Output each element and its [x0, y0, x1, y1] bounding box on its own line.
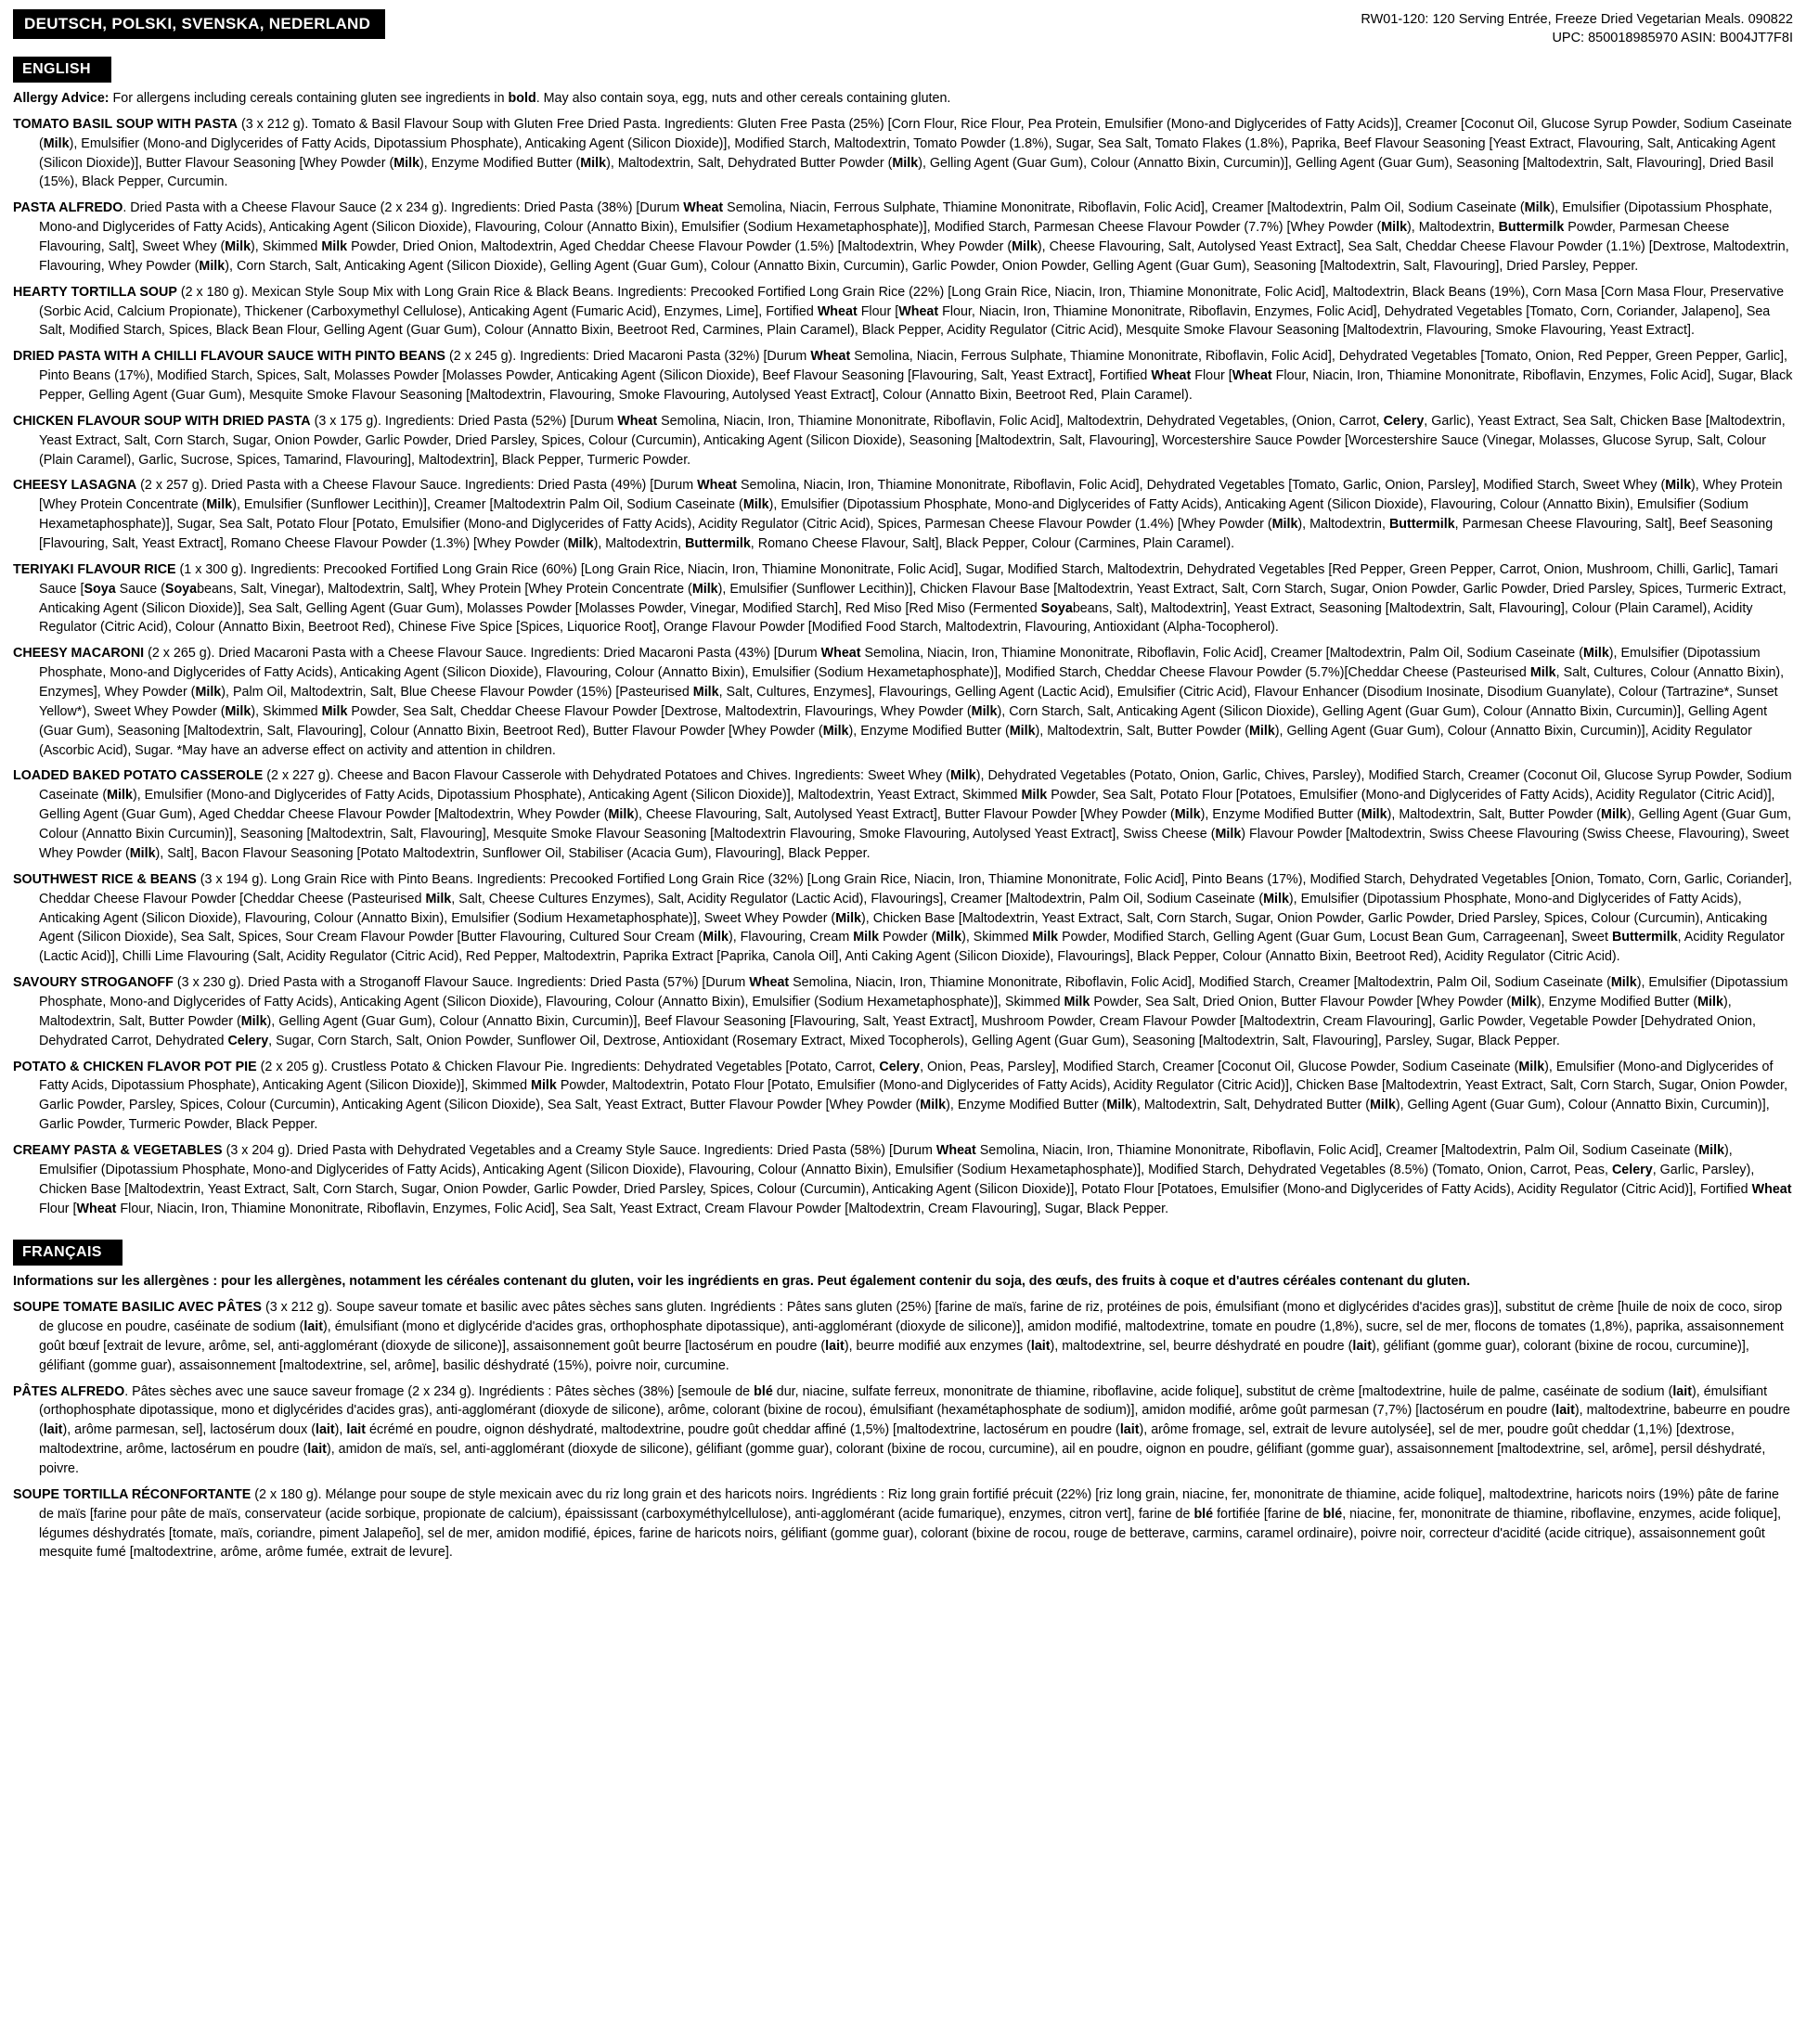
ingredient-entry-name: HEARTY TORTILLA SOUP — [13, 284, 177, 300]
ingredient-entry-body: (2 x 180 g). Mélange pour soupe de style mexicain avec du riz long grain et des haricots noirs. Ingrédients : Riz long grain fortifié précuit (22%) [riz long grain, niacine, fer, mononitrate de thiamine, acide folique], maltodextrine, haricots noirs (19%) pâte de farine de maïs [farine pour pâte de maïs, conservateur (acide sorbique, propionate de calcium), épaississant (carboxyméthylcellulose), anti-agglomérant (acide fumarique), enzymes, citron vert], farine de blé fortifiée [farine de blé, niacine, fer, mononitrate de thiamine, riboflavine, enzymes, acide folique], légumes déshydratés [tomate, maïs, coriandre, piment Jalapeño], sel de mer, amidon modifié, épices, farine de haricots noirs, gélifiant (gomme guar), colorant (bixine de rocou, rouge de betterave, carmins, caramel ordinaire), poivre noir, correcteur d'acidité (acide citrique), assaisonnement goût mesquite fumé [maltodextrine, arôme, arôme fumée, extrait de levure]. — [39, 1486, 1782, 1561]
ingredient-entry-name: PASTA ALFREDO — [13, 200, 123, 216]
ingredient-entry-body: (3 x 230 g). Dried Pasta with a Stroganoff Flavour Sauce. Ingredients: Dried Pasta (57%) [Durum Wheat Semolina, Niacin, Iron, Thiamine Mononitrate, Riboflavin, Folic Acid], Modified Starch, Creamer [Maltodextrin, Palm Oil, Sodium Caseinate (Milk), Emulsifier (Dipotassium Phosphate, Mono-and Diglycerides of Fatty Acids), Anticaking Agent (Silicon Dioxide), Flavouring, Colour (Annatto Bixin), Emulsifier (Sodium Hexametaphosphate)], Skimmed Milk Powder, Sea Salt, Dried Onion, Butter Flavour Powder [Whey Powder (Milk), Enzyme Modified Butter (Milk), Maltodextrin, Salt, Butter Powder (Milk), Gelling Agent (Guar Gum), Colour (Annatto Bixin, Curcumin)], Beef Flavour Seasoning [Flavouring, Salt, Yeast Extract], Mushroom Powder, Cream Flavour Powder [Maltodextrin, Cream Flavouring], Garlic Powder, Vegetable Powder [Dehydrated Onion, Dehydrated Carrot, Dehydrated Celery, Sugar, Corn Starch, Salt, Onion Powder, Sunflower Oil, Dextrose, Antioxidant (Rosemary Extract, Mixed Tocopherols), Gelling Agent (Guar Gum), Seasoning [Maltodextrin, Salt, Flavouring], Parsley, Sugar, Black Pepper. — [39, 975, 1788, 1048]
francais-section-banner: FRANÇAIS — [13, 1240, 123, 1266]
ingredient-entry — [13, 476, 1793, 553]
ingredient-entry-name: SOUPE TOMATE BASILIC AVEC PÂTES — [13, 1300, 262, 1316]
ingredient-entry — [13, 199, 1793, 276]
ingredient-entry-body: (2 x 205 g). Crustless Potato & Chicken Flavour Pie. Ingredients: Dehydrated Vegetables [Potato, Carrot, Celery, Onion, Peas, Parsley], Modified Starch, Creamer [Coconut Oil, Glucose Powder, Sodium Caseinate (Milk), Emulsifier (Mono-and Diglycerides of Fatty Acids, Dipotassium Phosphate), Anticaking Agent (Silicon Dioxide)], Skimmed Milk Powder, Maltodextrin, Potato Flour [Potato, Emulsifier (Mono-and Diglycerides of Fatty Acids), Acidity Regulator (Citric Acid)], Chicken Base [Maltodextrin, Yeast Extract, Salt, Corn Starch, Sugar, Onion Powder, Garlic Powder, Parsley, Spices, Colour (Curcumin), Anticaking Agent (Silicon Dioxide), Sea Salt, Yeast Extract, Butter Flavour Powder [Whey Powder (Milk), Enzyme Modified Butter (Milk), Maltodextrin, Salt, Dehydrated Butter (Milk), Gelling Agent (Guar Gum), Colour (Annatto Bixin, Curcumin)], Garlic Powder, Turmeric Powder, Black Pepper. — [39, 1059, 1788, 1133]
francais-block — [13, 1272, 1793, 1562]
ingredient-entry-body: (2 x 180 g). Mexican Style Soup Mix with Long Grain Rice & Black Beans. Ingredients: Precooked Fortified Long Grain Rice (22%) [Long Grain Rice, Niacin, Iron, Thiamine Mononitrate, Folic Acid], Maltodextrin, Black Beans (19%), Corn Masa [Corn Masa Flour, Preservative (Sorbic Acid, Calcium Propionate), Thickener (Carboxymethyl Cellulose), Anticaking Agent (Fumaric Acid), Enzymes, Lime], Fortified Wheat Flour [Wheat Flour, Niacin, Iron, Thiamine Mononitrate, Riboflavin, Enzymes, Folic Acid], Dehydrated Vegetables [Tomato, Corn, Coriander, Jalapeno], Sea Salt, Modified Starch, Spices, Black Bean Flour, Gelling Agent (Guar Gum), Colour (Annatto Bixin, Beetroot Red, Carmines, Plain Caramel), Black Pepper, Acidity Regulator (Citric Acid), Mesquite Smoke Flavour Seasoning [Maltodextrin, Flavouring, Smoke Flavouring, Yeast Extract]. — [39, 284, 1785, 339]
ingredient-entry-body: . Dried Pasta with a Cheese Flavour Sauce (2 x 234 g). Ingredients: Dried Pasta (38%) [Durum Wheat Semolina, Niacin, Ferrous Sulphate, Thiamine Mononitrate, Riboflavin, Folic Acid], Creamer [Maltodextrin, Palm Oil, Sodium Caseinate (Milk), Emulsifier (Dipotassium Phosphate, Mono-and Diglycerides of Fatty Acids), Anticaking Agent (Silicon Dioxide), Flavouring, Colour (Annatto Bixin), Emulsifier (Sodium Hexametaphosphate)], Modified Starch, Parmesan Cheese Flavour Powder (7.7%) [Whey Powder (Milk), Maltodextrin, Buttermilk Powder, Parmesan Cheese Flavouring, Salt], Sweet Whey (Milk), Skimmed Milk Powder, Dried Onion, Maltodextrin, Aged Cheddar Cheese Flavour Powder (1.5%) [Maltodextrin, Whey Powder (Milk), Cheese Flavouring, Salt, Autolysed Yeast Extract], Sea Salt, Cheddar Cheese Flavour Powder (1.1%) [Dextrose, Maltodextrin, Flavouring, Whey Powder (Milk), Corn Starch, Salt, Anticaking Agent (Silicon Dioxide), Gelling Agent (Guar Gum), Colour (Annatto Bixin, Curcumin), Garlic Powder, Onion Powder, Gelling Agent (Guar Gum), Seasoning [Maltodextrin, Salt, Flavouring], Dried Parsley, Pepper. — [39, 200, 1789, 274]
ingredient-entry — [13, 347, 1793, 405]
ingredient-entry-name: PÂTES ALFREDO — [13, 1383, 125, 1399]
francais-allergy-text: Informations sur les allergènes : pour les allergènes, notamment les céréales contenant du gluten, voir les ingrédients en gras. Peut également contenir du soja, des œufs, des fruits à coque et d'autres céréales contenant du gluten. — [13, 1274, 1471, 1290]
english-allergy-advice — [13, 89, 1793, 109]
ingredient-entry-name: CHICKEN FLAVOUR SOUP WITH DRIED PASTA — [13, 413, 311, 429]
allergy-advice-text-2: . May also contain soya, egg, nuts and other cereals containing gluten. — [535, 91, 951, 107]
allergy-advice-label: Allergy Advice: — [13, 91, 110, 107]
ingredient-entry-name: POTATO & CHICKEN FLAVOR POT PIE — [13, 1059, 257, 1074]
ingredient-entry-body: . Pâtes sèches avec une sauce saveur fromage (2 x 234 g). Ingrédients : Pâtes sèches (38%) [semoule de blé dur, niacine, sulfate ferreux, mononitrate de thiamine, riboflavine, acide folique], substitut de crème [maltodextrine, huile de palme, caséinate de sodium (lait), émulsifiant (orthophosphate dipotassique, mono et diglycérides d'acides gras), anti-agglomérant (dioxyde de silicone), arôme, colorant (bixine de rocou), émulsifiant (hexamétaphosphate de sodium)], amidon modifié, arôme goût parmesan (7,7%) [lactosérum en poudre (lait), maltodextrine, babeurre en poudre (lait), arôme parmesan, sel], lactosérum doux (lait), lait écrémé en poudre, oignon déshydraté, maltodextrine, poudre goût cheddar affiné (1,5%) [maltodextrine, lactosérum en poudre (lait), arôme fromage, sel, extrait de levure autolysée], sel de mer, poudre goût cheddar (1,1%) [dextrose, maltodextrine, arôme, lactosérum en poudre (lait), amidon de maïs, sel, anti-agglomérant (dioxyde de silicone), gélifiant (gomme guar), colorant (bixine de rocou, curcumine), ail en poudre, oignon en poudre, gélifiant (gomme guar), assaisonnement [maltodextrine, sel, arôme], persil déshydraté, poivre. — [39, 1383, 1790, 1476]
ingredient-entry — [13, 1141, 1793, 1218]
ingredient-entry-body: (3 x 175 g). Ingredients: Dried Pasta (52%) [Durum Wheat Semolina, Niacin, Iron, Thiamine Mononitrate, Riboflavin, Folic Acid], Maltodextrin, Dehydrated Vegetables, (Onion, Carrot, Celery, Garlic), Yeast Extract, Sea Salt, Chicken Base [Maltodextrin, Yeast Extract, Salt, Corn Starch, Sugar, Onion Powder, Garlic Powder, Dried Parsley, Spices, Colour (Curcumin), Anticaking Agent (Silicon Dioxide), Seasoning [Maltodextrin, Salt, Flavouring], Worcestershire Sauce Powder [Worcestershire Sauce (Vinegar, Molasses, Glucose Syrup, Salt, Colour (Plain Caramel), Garlic, Sucrose, Spices, Tamarind, Flavouring], Maltodextrin], Black Pepper, Turmeric Powder. — [39, 413, 1786, 468]
upc-asin-line: UPC: 850018985970 ASIN: B004JT7F8I — [1552, 30, 1793, 45]
ingredient-entry — [13, 766, 1793, 863]
ingredient-entry-body: (2 x 227 g). Cheese and Bacon Flavour Casserole with Dehydrated Potatoes and Chives. Ingredients: Sweet Whey (Milk), Dehydrated Vegetables (Potato, Onion, Garlic, Chives, Parsley), Modified Starch, Creamer (Coconut Oil, Glucose Syrup Powder, Sodium Caseinate (Milk), Emulsifier (Mono-and Diglycerides of Fatty Acids, Dipotassium Phosphate), Anticaking Agent (Silicon Dioxide)], Maltodextrin, Yeast Extract, Skimmed Milk Powder, Sea Salt, Potato Flour [Potatoes, Emulsifier (Mono-and Diglycerides of Fatty Acids), Acidity Regulator (Citric Acid)], Gelling Agent (Guar Gum), Aged Cheddar Cheese Flavour Powder [Maltodextrin, Whey Powder (Milk), Cheese Flavouring, Salt, Autolysed Yeast Extract], Butter Flavour Powder [Whey Powder (Milk), Enzyme Modified Butter (Milk), Maltodextrin, Salt, Butter Powder (Milk), Gelling Agent (Guar Gum, Colour (Annatto Bixin Curcumin)], Seasoning [Maltodextrin, Salt, Flavouring], Mesquite Smoke Flavour Seasoning [Maltodextrin Flavouring, Smoke Flavouring, Autolysed Yeast Extract], Swiss Cheese (Milk) Flavour Powder [Maltodextrin, Swiss Cheese Flavouring (Swiss Cheese, Flavouring), Sweet Whey Powder (Milk), Salt], Bacon Flavour Seasoning [Potato Maltodextrin, Sunflower Oil, Stabiliser (Acacia Gum), Flavouring], Black Pepper. — [39, 768, 1792, 861]
ingredient-entry-name: SOUTHWEST RICE & BEANS — [13, 871, 197, 887]
ingredient-entry — [13, 1382, 1793, 1479]
ingredient-entry — [13, 1298, 1793, 1375]
ingredient-entry — [13, 412, 1793, 470]
product-code-line: RW01-120: 120 Serving Entrée, Freeze Dried Vegetarian Meals. 090822 — [1361, 12, 1793, 27]
ingredient-entry-name: SOUPE TORTILLA RÉCONFORTANTE — [13, 1486, 252, 1502]
francais-ingredient-list — [13, 1298, 1793, 1562]
languages-banner: DEUTSCH, POLSKI, SVENSKA, NEDERLAND — [13, 9, 385, 39]
ingredient-entry-name: LOADED BAKED POTATO CASSEROLE — [13, 768, 264, 784]
product-code-block — [1361, 9, 1793, 47]
ingredient-entry-body: (3 x 204 g). Dried Pasta with Dehydrated Vegetables and a Creamy Style Sauce. Ingredients: Dried Pasta (58%) [Durum Wheat Semolina, Niacin, Iron, Thiamine Mononitrate, Riboflavin, Folic Acid], Creamer [Maltodextrin, Palm Oil, Sodium Caseinate (Milk), Emulsifier (Dipotassium Phosphate, Mono-and Diglycerides of Fatty Acids), Anticaking Agent (Silicon Dioxide), Flavouring, Colour (Annatto Bixin), Emulsifier (Sodium Hexametaphosphate)], Modified Starch, Dehydrated Vegetables (8.5%) (Tomato, Onion, Carrot, Peas, Celery, Garlic, Parsley), Chicken Base [Maltodextrin, Yeast Extract, Salt, Corn Starch, Sugar, Onion Powder, Garlic Powder, Dried Parsley, Spices, Colour (Curcumin), Anticaking Agent (Silicon Dioxide)], Potato Flour [Potatoes, Emulsifier (Mono-and Diglycerides of Fatty Acids), Acidity Regulator (Citric Acid)], Fortified Wheat Flour [Wheat Flour, Niacin, Iron, Thiamine Mononitrate, Riboflavin, Enzymes, Folic Acid], Sea Salt, Yeast Extract, Cream Flavour Powder [Maltodextrin, Cream Flavouring], Sugar, Black Pepper. — [39, 1142, 1792, 1216]
ingredient-entry-body: (1 x 300 g). Ingredients: Precooked Fortified Long Grain Rice (60%) [Long Grain Rice, Niacin, Iron, Thiamine Mononitrate, Folic Acid], Sugar, Modified Starch, Maltodextrin, Dehydrated Vegetables [Red Pepper, Green Pepper, Carrot, Onion, Mushroom, Chilli, Garlic], Tamari Sauce [Soya Sauce (Soyabeans, Salt, Vinegar), Maltodextrin, Salt], Whey Protein [Whey Protein Concentrate (Milk), Emulsifier (Sunflower Lecithin)], Chicken Flavour Base [Maltodextrin, Yeast Extract, Salt, Corn Starch, Sugar, Onion Powder, Garlic Powder, Dried Parsley, Spices, Turmeric Extract, Anticaking Agent (Silicon Dioxide)], Sea Salt, Gelling Agent (Guar Gum), Molasses Powder [Molasses Powder, Vinegar, Modified Starch], Red Miso [Red Miso (Fermented Soyabeans, Salt), Maltodextrin], Yeast Extract, Seasoning [Maltodextrin, Salt, Flavouring], Colour (Plain Caramel), Acidity Regulator (Citric Acid), Colour (Annatto Bixin, Beetroot Red), Chinese Five Spice [Spices, Liquorice Root], Orange Flavour Powder [Modified Food Starch, Maltodextrin, Flavouring, Antioxidant (Alpha-Tocopherol). — [39, 561, 1787, 636]
english-section-banner: ENGLISH — [13, 57, 111, 83]
ingredient-entry — [13, 644, 1793, 760]
francais-allergy-advice — [13, 1272, 1793, 1292]
ingredient-entry-name: DRIED PASTA WITH A CHILLI FLAVOUR SAUCE WITH PINTO BEANS — [13, 349, 445, 365]
ingredient-entry-body: (2 x 245 g). Ingredients: Dried Macaroni Pasta (32%) [Durum Wheat Semolina, Niacin, Ferrous Sulphate, Thiamine Mononitrate, Riboflavin, Folic Acid], Dehydrated Vegetables [Tomato, Onion, Red Pepper, Green Pepper, Garlic], Pinto Beans (17%), Modified Starch, Spices, Salt, Molasses Powder [Molasses Powder, Anticaking Agent (Silicon Dioxide), Beef Flavour Seasoning [Flavouring, Salt, Yeast Extract], Fortified Wheat Flour [Wheat Flour, Niacin, Iron, Thiamine Mononitrate, Riboflavin, Enzymes, Folic Acid], Sugar, Black Pepper, Gelling Agent (Guar Gum), Mesquite Smoke Flavour Seasoning [Maltodextrin, Flavouring, Smoke Flavouring, Autolysed Yeast Extract], Colour (Annatto Bixin, Beetroot Red, Plain Caramel). — [39, 349, 1793, 404]
ingredient-entry-name: TERIYAKI FLAVOUR RICE — [13, 561, 176, 577]
ingredient-entry — [13, 283, 1793, 341]
ingredient-entry — [13, 870, 1793, 967]
ingredient-entry-name: TOMATO BASIL SOUP WITH PASTA — [13, 116, 238, 132]
ingredient-entry-name: CHEESY LASAGNA — [13, 478, 137, 494]
english-ingredient-list — [13, 115, 1793, 1219]
allergy-advice-text-1: For allergens including cereals containing gluten see ingredients in — [109, 91, 509, 107]
ingredient-entry-name: CREAMY PASTA & VEGETABLES — [13, 1142, 223, 1158]
ingredient-entry-body: (3 x 212 g). Soupe saveur tomate et basilic avec pâtes sèches sans gluten. Ingrédients : Pâtes sans gluten (25%) [farine de maïs, farine de riz, protéines de pois, émulsifiant (mono et diglycérides d'acides gras)], substitut de crème [huile de noix de coco, sirop de glucose en poudre, caséinate de sodium (lait), émulsifiant (mono et diglycéride d'acides gras, orthophosphate dipotassique), anti-agglomérant (dioxyde de silicone)], amidon modifié, maltodextrine, tomate en poudre (1,8%), sucre, sel de mer, flocons de tomates (1,8%), paprika, assaisonnement goût bœuf [extrait de levure, arôme, sel, anti-agglomérant (dioxyde de silicone)], assaisonnement goût beurre [lactosérum en poudre (lait), beurre modifié aux enzymes (lait), maltodextrine, sel, beurre déshydraté en poudre (lait), gélifiant (gomme guar), colorant (bixine de rocou, curcumine)], gélifiant (gomme guar), assaisonnement [maltodextrine, sel, arôme], basilic déshydraté (15%), poivre noir, curcumine. — [39, 1300, 1784, 1373]
ingredient-entry — [13, 115, 1793, 192]
ingredient-entry-body: (2 x 257 g). Dried Pasta with a Cheese Flavour Sauce. Ingredients: Dried Pasta (49%) [Durum Wheat Semolina, Niacin, Iron, Thiamine Mononitrate, Riboflavin, Folic Acid], Dehydrated Vegetables [Tomato, Garlic, Onion, Parsley], Modified Starch, Sweet Whey (Milk), Whey Protein [Whey Protein Concentrate (Milk), Emulsifier (Sunflower Lecithin)], Creamer [Maltodextrin Palm Oil, Sodium Caseinate (Milk), Emulsifier (Dipotassium Phosphate, Mono-and Diglycerides of Fatty Acids), Anticaking Agent (Silicon Dioxide), Flavouring, Colour (Annatto Bixin), Emulsifier (Sodium Hexametaphosphate)], Sugar, Sea Salt, Potato Flour [Potato, Emulsifier (Mono-and Diglycerides of Fatty Acids), Acidity Regulator (Citric Acid), Spices, Parmesan Cheese Flavour Powder (1.4%) [Whey Powder (Milk), Maltodextrin, Buttermilk, Parmesan Cheese Flavouring, Salt], Beef Seasoning [Flavouring, Salt, Yeast Extract], Romano Cheese Flavour Powder (1.3%) [Whey Powder (Milk), Maltodextrin, Buttermilk, Romano Cheese Flavour, Salt], Black Pepper, Colour (Carmines, Plain Caramel). — [39, 478, 1783, 552]
ingredient-entry-body: (3 x 212 g). Tomato & Basil Flavour Soup with Gluten Free Dried Pasta. Ingredients: Gluten Free Pasta (25%) [Corn Flour, Rice Flour, Pea Protein, Emulsifier (Mono-and Diglycerides of Fatty Acids)], Creamer [Coconut Oil, Glucose Syrup Powder, Sodium Caseinate (Milk), Emulsifier (Mono-and Diglycerides of Fatty Acids, Dipotassium Phosphate), Anticaking Agent (Silicon Dioxide)], Modified Starch, Maltodextrin, Tomato Powder (1.8%), Sugar, Sea Salt, Tomato Flakes (1.8%), Paprika, Beef Flavour Seasoning [Yeast Extract, Flavouring, Salt, Anticaking Agent (Silicon Dioxide)], Butter Flavour Seasoning [Whey Powder (Milk), Enzyme Modified Butter (Milk), Maltodextrin, Salt, Dehydrated Butter Powder (Milk), Gelling Agent (Guar Gum), Colour (Annatto Bixin, Curcumin)], Gelling Agent (Guar Gum), Seasoning [Maltodextrin, Salt, Flavouring], Dried Basil (15%), Black Pepper, Curcumin. — [39, 116, 1792, 190]
ingredient-entry — [13, 1485, 1793, 1562]
ingredient-entry-name: SAVOURY STROGANOFF — [13, 975, 174, 991]
ingredient-entry-body: (3 x 194 g). Long Grain Rice with Pinto Beans. Ingredients: Precooked Fortified Long Grain Rice (32%) [Long Grain Rice, Niacin, Iron, Thiamine Mononitrate, Folic Acid], Pinto Beans (17%), Modified Starch, Dehydrated Vegetables [Onion, Tomato, Corn, Garlic, Coriander], Cheddar Cheese Flavour Powder [Cheddar Cheese (Pasteurised Milk, Salt, Cheese Cultures Enzymes), Salt, Acidity Regulator (Lactic Acid), Flavourings], Creamer [Maltodextrin, Palm Oil, Sodium Caseinate (Milk), Emulsifier (Dipotassium Phosphate, Mono-and Diglycerides of Fatty Acids), Anticaking Agent (Silicon Dioxide), Flavouring, Colour (Annatto Bixin), Emulsifier (Sodium Hexametaphosphate)], Sweet Whey Powder (Milk), Chicken Base [Maltodextrin, Yeast Extract, Salt, Corn Starch, Sugar, Onion Powder, Garlic Powder, Dried Parsley, Spices, Colour (Curcumin), Anticaking Agent (Silicon Dioxide), Sea Salt, Spices, Sour Cream Flavour Powder [Butter Flavouring, Cultured Sour Cream (Milk), Flavouring, Cream Milk Powder (Milk), Skimmed Milk Powder, Modified Starch, Gelling Agent (Guar Gum, Locust Bean Gum, Carrageenan], Sweet Buttermilk, Acidity Regulator (Lactic Acid)], Chilli Lime Flavouring (Salt, Acidity Regulator (Citric Acid), Red Pepper, Maltodextrin, Paprika Extract [Paprika, Canola Oil], Anti Caking Agent (Silicon Dioxide), Flavourings], Black Pepper, Colour (Annatto Bixin, Beetroot Red), Acidity Regulator (Citric Acid). — [39, 871, 1792, 965]
allergy-advice-bold: bold — [508, 91, 536, 107]
ingredient-entry — [13, 973, 1793, 1050]
ingredient-entry-name: CHEESY MACARONI — [13, 646, 145, 662]
ingredient-entry — [13, 1058, 1793, 1135]
document-header — [13, 9, 1793, 47]
ingredient-entry-body: (2 x 265 g). Dried Macaroni Pasta with a Cheese Flavour Sauce. Ingredients: Dried Macaroni Pasta (43%) [Durum Wheat Semolina, Niacin, Iron, Thiamine Mononitrate, Riboflavin, Folic Acid], Creamer [Maltodextrin, Palm Oil, Sodium Caseinate (Milk), Emulsifier (Dipotassium Phosphate, Mono-and Diglycerides of Fatty Acids), Anticaking Agent (Silicon Dioxide), Flavouring, Colour (Annatto Bixin), Emulsifier (Sodium Hexametaphosphate)], Modified Starch, Cheddar Cheese Flavour Powder (5.7%)[Cheddar Cheese (Pasteurised Milk, Salt, Cultures, Colour (Annatto Bixin), Enzymes], Whey Powder (Milk), Palm Oil, Maltodextrin, Salt, Blue Cheese Flavour Powder (15%) [Pasteurised Milk, Salt, Cultures, Enzymes], Flavourings, Gelling Agent (Lactic Acid), Emulsifier (Citric Acid), Flavour Enhancer (Disodium Inosinate, Disodium Guanylate), Colour (Tartrazine*, Sunset Yellow*), Sweet Whey Powder (Milk), Skimmed Milk Powder, Sea Salt, Cheddar Cheese Flavour Powder [Dextrose, Maltodextrin, Flavourings, Whey Powder (Milk), Corn Starch, Salt, Anticaking Agent (Silicon Dioxide), Gelling Agent (Guar Gum), Colour (Annatto Bixin, Curcumin)], Gelling Agent (Guar Gum), Seasoning [Maltodextrin, Salt, Flavouring], Colour (Annatto Bixin, Beetroot Red), Butter Flavour Powder [Whey Powder (Milk), Enzyme Modified Butter (Milk), Maltodextrin, Salt, Butter Powder (Milk), Gelling Agent (Guar Gum), Colour (Annatto Bixin, Curcumin)], Acidity Regulator (Ascorbic Acid), Sugar. *May have an adverse effect on activity and attention in children. — [39, 646, 1785, 758]
ingredient-entry — [13, 560, 1793, 637]
